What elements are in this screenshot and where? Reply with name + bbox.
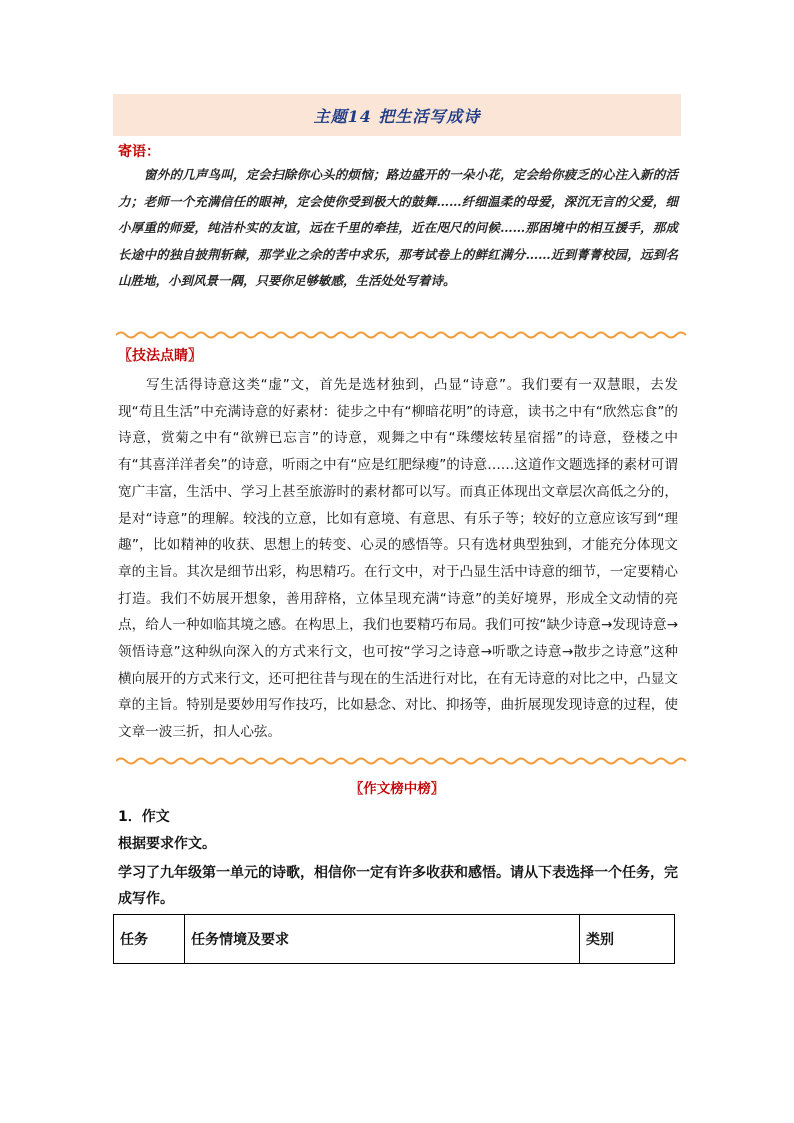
header-context: 任务情境及要求 xyxy=(185,915,580,964)
page-title: 主题14 把生活写成诗 xyxy=(313,106,481,126)
jifa-paragraph: 写生活得诗意这类“虚”文，首先是选材独到，凸显“诗意”。我们要有一双慧眼，去发现“苟且生活”中充满诗意的好素材：徒步之中有“柳暗花明”的诗意，读书之中有“欣然忘食”的诗意，赏菊之中有“欲辨已忘言”的诗意，观舞之中有“珠缨炫转星宿摇”的诗意，登楼之中有“其喜洋洋者矣”的诗意，听雨之中有“应是红肥绿瘦”的诗意……这道作文题选择的素材可谓宽广丰富，生活中、学习上甚至旅游时的素材都可以写。而真正体现出文章层次高低之分的，是对“诗意”的理解。较浅的立意，比如有意境、有意思、有乐子等；较好的立意应该写到“理趣”，比如精神的收获、思想上的转变、心灵的感悟等。只有选材典型独到，才能充分体现文章的主旨。其次是细节出彩，构思精巧。在行文中，对于凸显生活中诗意的细节，一定要精心打造。我们不妨展开想象，善用辞格，立体呈现充满“诗意”的美好境界，形成全文动情的亮点，给人一种如临其境之感。在构思上，我们也要精巧布局。我们可按“缺少诗意→发现诗意→领悟诗意”这种纵向深入的方式来行文，也可按“学习之诗意→听歌之诗意→散步之诗意”这种横向展开的方式来行文，还可把往昔与现在的生活进行对比，在有无诗意的对比之中，凸显文章的主旨。特别是要妙用写作技巧，比如悬念、对比、抑扬等，曲折展现发现诗意的过程，使文章一波三折，扣人心弦。 xyxy=(118,377,678,741)
header-task: 任务 xyxy=(114,915,185,964)
jiyu-label: 寄语： xyxy=(118,144,160,160)
instruction: 根据要求作文。 xyxy=(118,836,216,852)
zuowen-section-title: 〖作文榜中榜〗 xyxy=(349,781,445,797)
task-table xyxy=(113,914,675,964)
header-category: 类别 xyxy=(580,915,675,964)
writing-prompt: 学习了九年级第一单元的诗歌，相信你一定有许多收获和感悟。请从下表选择一个任务，完成写作。 xyxy=(118,865,678,907)
wave-divider-2 xyxy=(116,756,688,766)
jiyu-paragraph: 窗外的几声鸟叫，定会扫除你心头的烦恼；路边盛开的一朵小花，定会给你疲乏的心注入新的活力；老师一个充满信任的眼神，定会使你受到极大的鼓舞……纤细温柔的母爱，深沉无言的父爱，细小厚重的师爱，纯洁朴实的友谊，远在千里的牵挂，近在咫尺的问候……那困境中的相互援手，那成长途中的独自披荆斩棘，那学业之余的苦中求乐，那考试卷上的鲜红满分……近到菁菁校园，远到名山胜地，小到风景一隅，只要你足够敏感，生活处处写着诗。 xyxy=(118,167,678,288)
title-bar xyxy=(113,94,681,136)
table-header-row xyxy=(114,915,675,964)
item-heading: 1．作文 xyxy=(118,809,170,825)
wave-divider-1 xyxy=(116,330,688,340)
jifa-label: 〖技法点睛〗 xyxy=(118,348,202,364)
